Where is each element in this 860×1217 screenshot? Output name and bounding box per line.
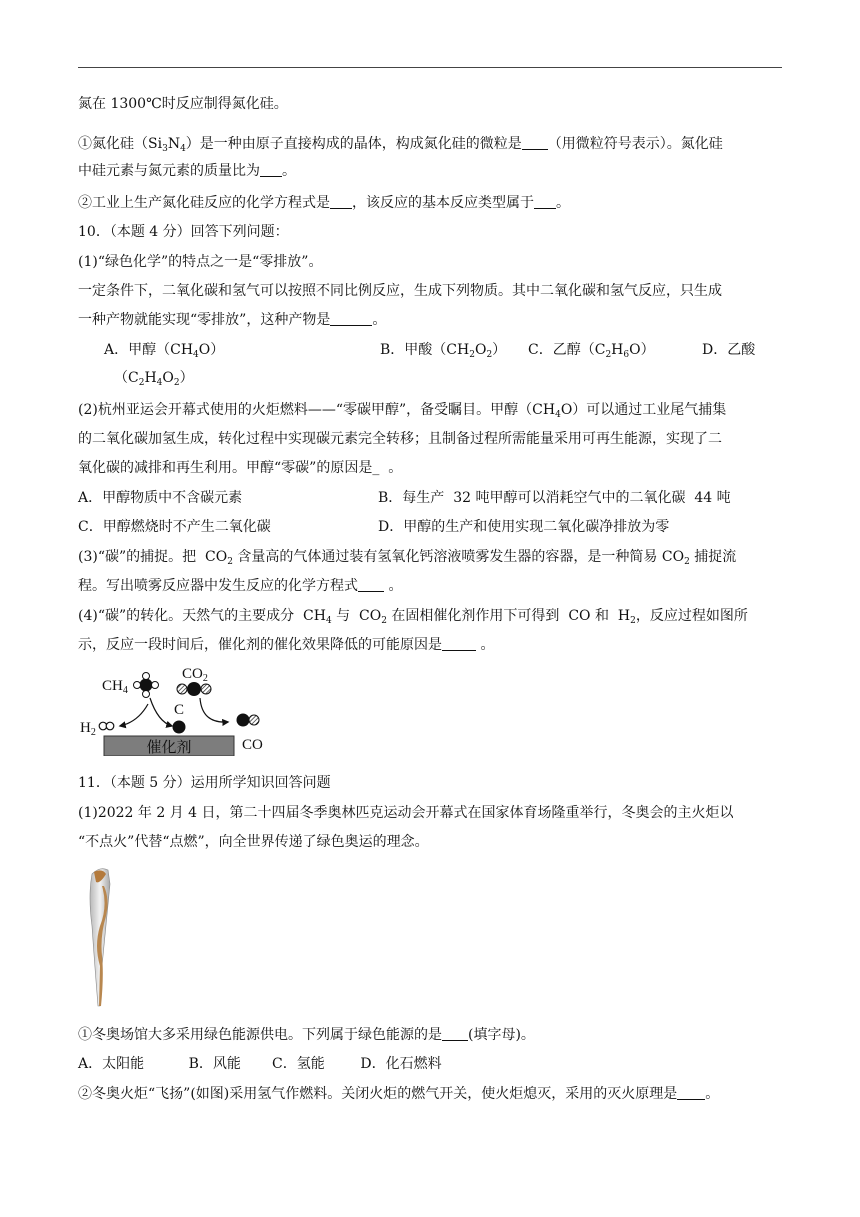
q10-option-c[interactable]: C．乙醇$(C_2H_6O)$ bbox=[528, 342, 655, 360]
q10-s2-line1: (2)杭州亚运会开幕式使用的火炬燃料——“零碳甲醇”，备受瞩目。甲醇$(CH_4O)$可以通过工业尾气捕集 bbox=[78, 402, 727, 420]
q11-s1-line1: (1)2022 年 2 月 4 日，第二十四届冬季奥林匹克运动会开幕式在国家体育场隆重举行，冬奥会的主火炬以 bbox=[78, 805, 734, 821]
answer-blank[interactable] bbox=[330, 311, 372, 326]
q10-s4-line2: 示，反应一段时间后，催化剂的催化效果降低的可能原因是 。 bbox=[78, 637, 495, 653]
catalyst-label: 催化剂 bbox=[146, 740, 192, 756]
q9-line0: 氮在 1300℃时反应制得氮化硅。 bbox=[78, 96, 288, 112]
co-molecule-icon bbox=[237, 714, 260, 727]
arrow-ch4-to-c bbox=[150, 698, 172, 726]
q10-s4-line1: (4)“碳”的转化。天然气的主要成分 $CH_4$ 与 $CO_2$ 在固相催化剂作用下可得到 CO 和 $H_2$，反应过程如图所 bbox=[78, 608, 748, 626]
co-label: CO bbox=[242, 737, 263, 753]
q10-s1-heading: (1)“绿色化学”的特点之一是“零排放”。 bbox=[78, 254, 323, 270]
q10-s1-line2: 一种产物就能实现“零排放”，这种产物是 。 bbox=[78, 312, 387, 328]
header-rule bbox=[78, 67, 782, 68]
answer-blank[interactable] bbox=[534, 194, 556, 209]
q9-part1-line2: 中硅元素与氮元素的质量比为 。 bbox=[78, 163, 296, 179]
q10-option-a[interactable]: A．甲醇$(CH_4O)$ bbox=[104, 342, 225, 360]
torch-illustration bbox=[80, 866, 120, 1008]
q10-option-d-formula: $(C_2H_4O_2)$ bbox=[114, 370, 194, 388]
q10-s2-line2: 的二氧化碳加氢生成，转化过程中实现碳元素完全转移；且制备过程所需能量采用可再生能源，实现了二 bbox=[78, 431, 722, 447]
q11-title: 11．（本题 5 分）运用所学知识回答问题 bbox=[78, 775, 331, 791]
carbon-label: C bbox=[174, 702, 185, 718]
answer-blank[interactable] bbox=[522, 135, 548, 150]
answer-blank[interactable] bbox=[330, 194, 352, 209]
carbon-atom-icon bbox=[173, 721, 186, 734]
arrow-c-to-co bbox=[200, 698, 228, 722]
answer-blank[interactable] bbox=[442, 1026, 468, 1041]
q10-s2-line3: 氧化碳的减排和再生利用。甲醇“零碳”的原因是_ 。 bbox=[78, 460, 403, 476]
q10-s3-line1: (3)“碳”的捕捉。把 $CO_2$ 含量高的气体通过装有氢氧化钙溶液喷雾发生器的容器，是一种简易 $CO_2$ 捕捉流 bbox=[78, 549, 737, 567]
answer-blank[interactable] bbox=[442, 636, 476, 651]
h2-molecule-icon bbox=[99, 722, 114, 730]
q11-part1-options[interactable]: A．太阳能 B．风能 C．氢能 D．化石燃料 bbox=[78, 1056, 442, 1072]
co2-label: $CO_2$ bbox=[182, 666, 208, 684]
q10-s3-line2: 程。写出喷雾反应器中发生反应的化学方程式 。 bbox=[78, 578, 403, 594]
q10-option-d[interactable]: D．乙酸 bbox=[702, 342, 756, 358]
q10-s1-line1: 一定条件下，二氧化碳和氢气可以按照不同比例反应，生成下列物质。其中二氧化碳和氢气反应，只生成 bbox=[78, 283, 722, 299]
q11-s1-line2: “不点火”代替“点燃”，向全世界传递了绿色奥运的理念。 bbox=[78, 834, 429, 850]
answer-blank[interactable] bbox=[358, 577, 384, 592]
catalyst-reaction-diagram bbox=[78, 664, 278, 756]
q11-part2: ②冬奥火炬“飞扬”(如图)采用氢气作燃料。关闭火炬的燃气开关，使火炬熄灭，采用的灭火原理是 。 bbox=[78, 1086, 720, 1102]
q11-part1: ①冬奥场馆大多采用绿色能源供电。下列属于绿色能源的是 (填字母)。 bbox=[78, 1027, 535, 1043]
q10-s2-option-c[interactable]: C．甲醇燃烧时不产生二氧化碳 bbox=[78, 519, 271, 535]
q10-option-b[interactable]: B．甲酸$(CH_2O_2)$ bbox=[380, 342, 507, 360]
q10-s2-option-a[interactable]: A．甲醇物质中不含碳元素 bbox=[78, 490, 243, 506]
q10-s2-option-b[interactable]: B．每生产 32 吨甲醇可以消耗空气中的二氧化碳 44 吨 bbox=[378, 490, 731, 506]
ch4-molecule-icon bbox=[134, 673, 159, 698]
arrow-to-h2 bbox=[120, 704, 148, 726]
q9-part1-line1: ①氮化硅$(Si_3N_4)$是一种由原子直接构成的晶体，构成氮化硅的微粒是 （用微粒符号表示）。氮化硅 bbox=[78, 136, 723, 154]
q9-part2: ②工业上生产氮化硅反应的化学方程式是 ，该反应的基本反应类型属于 。 bbox=[78, 195, 570, 211]
answer-blank[interactable] bbox=[260, 162, 282, 177]
answer-blank[interactable] bbox=[677, 1085, 705, 1100]
ch4-label: $CH_4$ bbox=[102, 678, 128, 696]
co2-molecule-icon bbox=[177, 682, 211, 696]
q10-s2-option-d[interactable]: D．甲醇的生产和使用实现二氧化碳净排放为零 bbox=[378, 519, 670, 535]
h2-label: $H_2$ bbox=[80, 720, 96, 738]
q10-title: 10．（本题 4 分）回答下列问题： bbox=[78, 224, 289, 240]
